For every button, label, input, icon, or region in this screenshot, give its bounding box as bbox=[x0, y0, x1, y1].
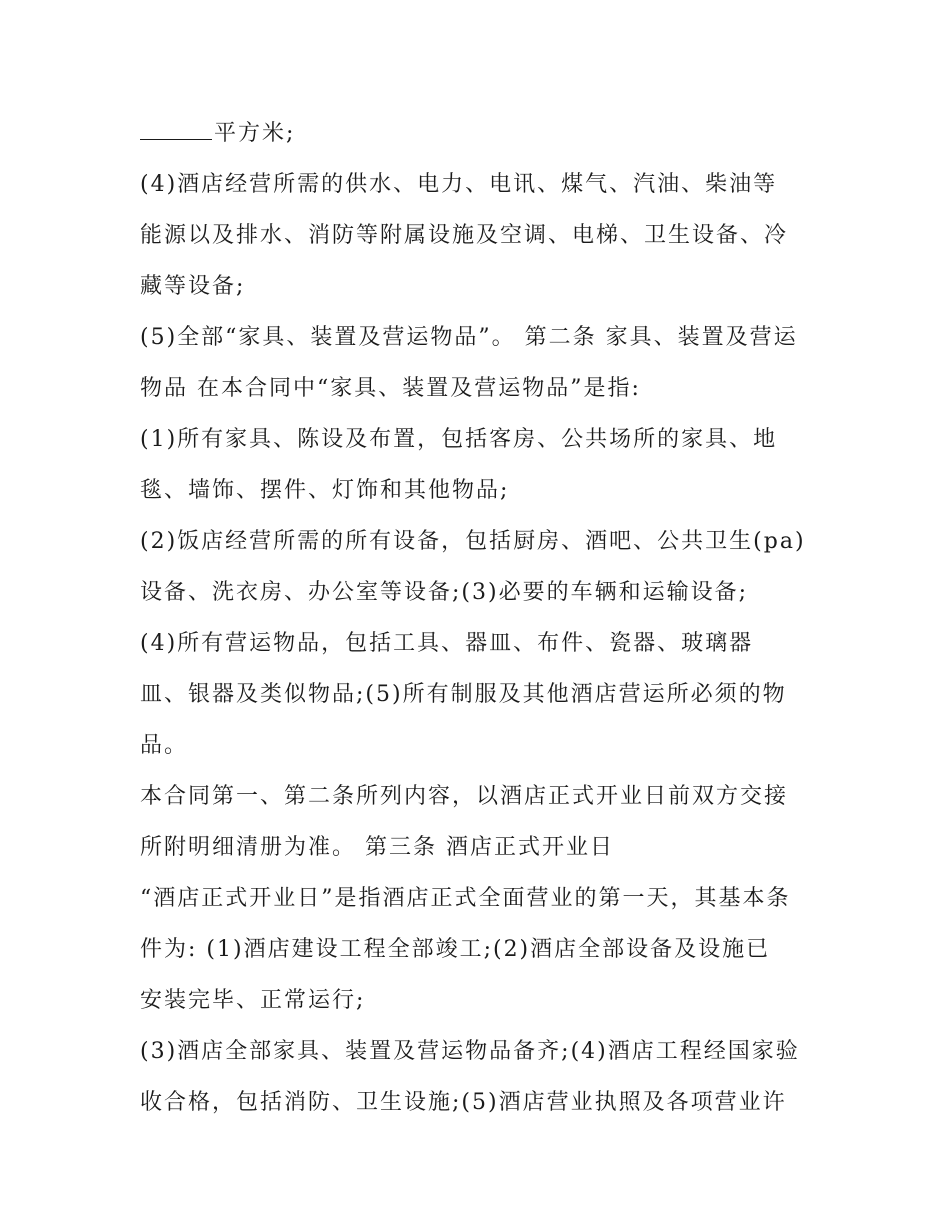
text-line-19: 收合格，包括消防、卫生设施;(5)酒店营业执照及各项营业许 bbox=[140, 1090, 787, 1115]
text-line-9: 设备、洗衣房、办公室等设备;(3)必要的车辆和运输设备; bbox=[140, 580, 748, 605]
text-line-7: 毯、墙饰、摆件、灯饰和其他物品; bbox=[140, 478, 510, 503]
text-line-5: 物品 在本合同中“家具、装置及营运物品”是指: bbox=[140, 376, 641, 401]
text-line-0 bbox=[140, 108, 820, 159]
text-line-4: (5)全部“家具、装置及营运物品”。 第二条 家具、装置及营运 bbox=[140, 325, 798, 350]
text-line-11: 皿、银器及类似物品;(5)所有制服及其他酒店营运所必须的物 bbox=[140, 682, 787, 707]
text-line-13: 本合同第一、第二条所列内容，以酒店正式开业日前双方交接 bbox=[140, 784, 789, 809]
text-line-16: 件为: (1)酒店建设工程全部竣工;(2)酒店全部设备及设施已 bbox=[140, 937, 771, 962]
text-line-18: (3)酒店全部家具、装置及营运物品备齐;(4)酒店工程经国家验 bbox=[140, 1039, 800, 1064]
fill-in-blank bbox=[140, 109, 212, 140]
text-line-3: 藏等设备; bbox=[140, 274, 246, 299]
text-line-17: 安装完毕、正常运行; bbox=[140, 988, 366, 1013]
text-line-14: 所附明细清册为准。 第三条 酒店正式开业日 bbox=[140, 835, 614, 860]
contract-text bbox=[140, 108, 820, 1128]
text-line-6: (1)所有家具、陈设及布置，包括客房、公共场所的家具、地 bbox=[140, 427, 778, 452]
text-line-1: (4)酒店经营所需的供水、电力、电讯、煤气、汽油、柴油等 bbox=[140, 172, 778, 197]
area-unit-text: 平方米; bbox=[214, 121, 296, 146]
text-line-15: “酒店正式开业日”是指酒店正式全面营业的第一天，其基本条 bbox=[140, 886, 791, 911]
text-line-12: 品。 bbox=[140, 733, 189, 758]
text-line-8: (2)饭店经营所需的所有设备，包括厨房、酒吧、公共卫生(pa) bbox=[140, 529, 806, 554]
text-line-10: (4)所有营运物品，包括工具、器皿、布件、瓷器、玻璃器 bbox=[140, 631, 754, 656]
text-line-2: 能源以及排水、消防等附属设施及空调、电梯、卫生设备、冷 bbox=[140, 223, 789, 248]
